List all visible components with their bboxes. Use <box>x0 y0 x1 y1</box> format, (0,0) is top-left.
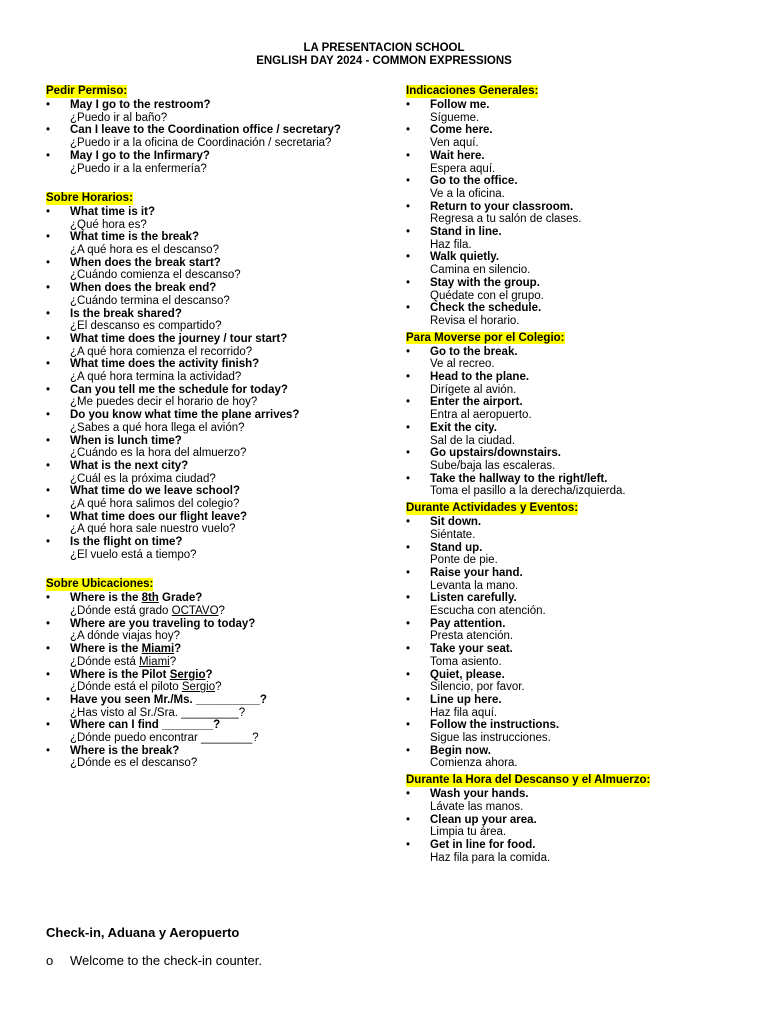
english-phrase: What time does the journey / tour start? <box>70 332 288 345</box>
spanish-translation: Sígueme. <box>430 111 480 124</box>
list-item <box>406 371 746 396</box>
spanish-translation: Revisa el horario. <box>430 314 520 327</box>
list-item <box>406 226 746 251</box>
spanish-translation <box>70 656 386 669</box>
english-phrase: What time is the break? <box>70 231 200 244</box>
list-item <box>406 839 746 864</box>
english-phrase: Come here. <box>430 124 493 137</box>
english-phrase: Go to the break. <box>430 345 518 358</box>
underlined-term: Sergio <box>169 668 206 681</box>
english-phrase: Return to your classroom. <box>430 200 574 213</box>
spanish-translation: Sube/baja las escaleras. <box>430 459 556 472</box>
english-phrase: Line up here. <box>430 693 502 706</box>
bullet-icon: • <box>406 200 411 213</box>
checkin-list-item <box>46 953 262 968</box>
spanish-translation: Escucha con atención. <box>430 605 546 618</box>
spanish-translation: Dirígete al avión. <box>430 383 517 396</box>
english-phrase: Check the schedule. <box>430 302 542 315</box>
hollow-bullet-icon: o <box>46 953 54 968</box>
list-item <box>46 384 386 409</box>
english-phrase: Is the break shared? <box>70 307 182 320</box>
spanish-translation: Quédate con el grupo. <box>430 289 544 302</box>
section-descanso-almuerzo <box>406 770 746 864</box>
list-item <box>46 435 386 460</box>
list-item <box>406 251 746 276</box>
phrase-text: Where is the <box>70 592 142 605</box>
bullet-icon: • <box>46 459 51 472</box>
english-phrase: Sit down. <box>430 516 482 529</box>
english-phrase <box>70 643 386 656</box>
bullet-icon: • <box>406 251 411 264</box>
english-phrase: Can you tell me the schedule for today? <box>70 383 288 396</box>
english-phrase: Clean up your area. <box>430 813 537 826</box>
spanish-translation: Haz fila. <box>430 238 472 251</box>
list-item <box>406 719 746 744</box>
spanish-translation: ¿Puedo ir a la oficina de Coordinación / secretaria? <box>70 137 332 150</box>
list-item <box>406 788 746 813</box>
spanish-translation: ¿Cuál es la próxima ciudad? <box>70 472 216 485</box>
spanish-translation <box>70 681 386 694</box>
bullet-icon: • <box>46 99 51 111</box>
bullet-icon: • <box>46 719 51 732</box>
section-sobre-ubicaciones <box>46 574 386 770</box>
list-item <box>406 542 746 567</box>
section-moverse-colegio <box>406 328 746 498</box>
list-item <box>46 409 386 434</box>
english-phrase: What time does the activity finish? <box>70 358 260 371</box>
english-phrase: What time do we leave school? <box>70 485 240 498</box>
list-item <box>406 694 746 719</box>
list-item <box>406 422 746 447</box>
bullet-icon: • <box>46 282 51 295</box>
list-item <box>406 302 746 327</box>
list-item <box>46 694 386 719</box>
english-phrase: Have you seen Mr./Ms. __________? <box>70 693 267 706</box>
list-item <box>406 396 746 421</box>
bullet-icon: • <box>46 510 51 523</box>
english-phrase: Raise your hand. <box>430 566 523 579</box>
spanish-translation: Entra al aeropuerto. <box>430 409 532 422</box>
bullet-icon: • <box>406 345 411 358</box>
spanish-translation: ¿A dónde viajas hoy? <box>70 630 180 643</box>
underlined-term: Miami <box>141 643 175 656</box>
bullet-icon: • <box>406 813 411 826</box>
spanish-translation: Limpia tu área. <box>430 826 507 839</box>
english-phrase: When does the break end? <box>70 282 217 295</box>
spanish-translation: Ve a la oficina. <box>430 187 505 200</box>
bullet-icon: • <box>406 175 411 188</box>
spanish-translation: ¿Cuándo es la hora del almuerzo? <box>70 447 247 460</box>
spanish-translation: Ve al recreo. <box>430 358 495 371</box>
list-item <box>46 618 386 643</box>
spanish-translation: ¿El descanso es compartido? <box>70 320 222 333</box>
bullet-icon: • <box>46 149 51 162</box>
english-phrase: Take your seat. <box>430 643 513 656</box>
bullet-icon: • <box>406 643 411 656</box>
spanish-translation: Espera aquí. <box>430 162 496 175</box>
english-phrase: When does the break start? <box>70 256 221 269</box>
english-phrase: What time is it? <box>70 205 155 218</box>
english-phrase: What is the next city? <box>70 459 189 472</box>
section-heading: Durante la Hora del Descanso y el Almuerzo: <box>406 774 651 787</box>
underlined-term: OCTAVO <box>171 604 219 617</box>
spanish-translation: ¿Puedo ir al baño? <box>70 111 168 124</box>
list-item <box>46 511 386 536</box>
bullet-icon: • <box>46 256 51 269</box>
underlined-term: Sergio <box>181 681 216 694</box>
english-phrase: Begin now. <box>430 744 491 757</box>
spanish-translation: Sigue las instrucciones. <box>430 732 551 745</box>
english-phrase <box>70 592 386 605</box>
spanish-translation: Sal de la ciudad. <box>430 434 516 447</box>
list-item <box>46 460 386 485</box>
phrase-text: ? <box>169 655 177 668</box>
spanish-translation: ¿Has visto al Sr./Sra. _________? <box>70 706 246 719</box>
list-item <box>406 643 746 668</box>
spanish-translation: ¿A qué hora termina la actividad? <box>70 371 242 384</box>
bullet-icon: • <box>406 838 411 851</box>
english-phrase: Stand up. <box>430 541 483 554</box>
bullet-icon: • <box>406 617 411 630</box>
bullet-icon: • <box>406 472 411 485</box>
list-item <box>406 592 746 617</box>
bullet-icon: • <box>46 693 51 706</box>
bullet-icon: • <box>46 434 51 447</box>
phrase-text: ? <box>205 668 213 681</box>
phrase-text: Grade? <box>158 592 203 605</box>
list-item <box>46 282 386 307</box>
spanish-translation: ¿El vuelo está a tiempo? <box>70 548 197 561</box>
spanish-translation: Ponte de pie. <box>430 554 498 567</box>
section-heading: Durante Actividades y Eventos: <box>406 502 579 515</box>
english-phrase: Listen carefully. <box>430 592 517 605</box>
spanish-translation: ¿Dónde es el descanso? <box>70 757 198 770</box>
spanish-translation: Camina en silencio. <box>430 264 531 277</box>
list-item <box>46 150 386 175</box>
spanish-translation: ¿Qué hora es? <box>70 218 147 231</box>
bullet-icon: • <box>406 226 411 239</box>
bullet-icon: • <box>406 693 411 706</box>
list-item <box>46 231 386 256</box>
bullet-icon: • <box>46 536 51 549</box>
english-phrase: Do you know what time the plane arrives? <box>70 409 300 422</box>
section-indicaciones-generales <box>406 81 746 328</box>
underlined-term: Miami <box>139 655 170 668</box>
english-phrase: Take the hallway to the right/left. <box>430 472 608 485</box>
bullet-icon: • <box>406 276 411 289</box>
english-phrase: Where is the break? <box>70 744 180 757</box>
english-phrase: Can I leave to the Coordination office / secretary? <box>70 124 341 137</box>
phrase-text: Where is the Pilot <box>70 668 170 681</box>
checkin-title: Check-in, Aduana y Aeropuerto <box>46 925 240 940</box>
list-item <box>406 447 746 472</box>
list-item <box>46 485 386 510</box>
bullet-icon: • <box>46 744 51 757</box>
section-heading: Indicaciones Generales: <box>406 85 539 97</box>
spanish-translation: ¿Puedo ir a la enfermería? <box>70 162 207 175</box>
bullet-icon: • <box>406 566 411 579</box>
english-phrase: Stay with the group. <box>430 276 540 289</box>
spanish-translation: Lávate las manos. <box>430 800 524 813</box>
spanish-translation: Silencio, por favor. <box>430 681 525 694</box>
list-item <box>46 719 386 744</box>
spanish-translation: ¿A qué hora es el descanso? <box>70 244 219 257</box>
bullet-icon: • <box>406 447 411 460</box>
section-heading: Pedir Permiso: <box>46 85 128 97</box>
english-phrase <box>70 669 386 682</box>
bullet-icon: • <box>46 383 51 396</box>
bullet-icon: • <box>46 643 51 656</box>
spanish-translation: Siéntate. <box>430 528 476 541</box>
spanish-translation: ¿Sabes a qué hora llega el avión? <box>70 421 245 434</box>
spanish-translation: Haz fila para la comida. <box>430 851 551 864</box>
english-phrase: May I go to the Infirmary? <box>70 149 210 162</box>
spanish-translation: ¿Me puedes decir el horario de hoy? <box>70 396 258 409</box>
spanish-translation: Toma asiento. <box>430 655 502 668</box>
phrase-text: ? <box>174 643 182 656</box>
spanish-translation: ¿A qué hora salimos del colegio? <box>70 498 240 511</box>
spanish-translation: Haz fila aquí. <box>430 706 498 719</box>
bullet-icon: • <box>46 485 51 498</box>
bullet-icon: • <box>406 541 411 554</box>
english-phrase: Walk quietly. <box>430 251 500 264</box>
phrase-text: ? <box>218 604 225 617</box>
english-phrase: Where are you traveling to today? <box>70 617 256 630</box>
list-item <box>406 277 746 302</box>
spanish-translation: Toma el pasillo a la derecha/izquierda. <box>430 485 626 498</box>
english-phrase: Pay attention. <box>430 617 506 630</box>
bullet-icon: • <box>46 205 51 218</box>
list-item <box>406 124 746 149</box>
spanish-translation: Levanta la mano. <box>430 579 519 592</box>
bullet-icon: • <box>46 124 51 137</box>
bullet-icon: • <box>406 592 411 605</box>
right-column <box>406 81 746 864</box>
english-phrase: Exit the city. <box>430 421 497 434</box>
spanish-translation: Regresa a tu salón de clases. <box>430 213 582 226</box>
bullet-icon: • <box>46 592 51 605</box>
phrase-text: Where is the <box>70 643 142 656</box>
list-item <box>406 175 746 200</box>
section-heading: Sobre Ubicaciones: <box>46 578 154 591</box>
bullet-icon: • <box>46 307 51 320</box>
list-item <box>46 669 386 694</box>
spanish-translation: ¿Dónde puedo encontrar ________? <box>70 732 259 745</box>
list-item <box>406 473 746 498</box>
english-phrase: Head to the plane. <box>430 371 530 384</box>
list-item <box>46 308 386 333</box>
list-item <box>46 333 386 358</box>
english-phrase: Quiet, please. <box>430 668 505 681</box>
bullet-icon: • <box>406 302 411 315</box>
spanish-translation: ¿Cuándo termina el descanso? <box>70 294 230 307</box>
list-item <box>406 516 746 541</box>
list-item <box>406 150 746 175</box>
bullet-icon: • <box>406 371 411 384</box>
list-item <box>46 99 386 124</box>
spanish-translation: ¿A qué hora sale nuestro vuelo? <box>70 523 236 536</box>
list-item <box>406 346 746 371</box>
english-phrase: Enter the airport. <box>430 396 523 409</box>
spanish-translation: Presta atención. <box>430 630 514 643</box>
left-column <box>46 81 386 770</box>
list-item <box>406 567 746 592</box>
bullet-icon: • <box>406 744 411 757</box>
list-item <box>46 206 386 231</box>
document-subtitle: ENGLISH DAY 2024 - COMMON EXPRESSIONS <box>256 55 512 67</box>
bullet-icon: • <box>406 668 411 681</box>
list-item <box>46 745 386 770</box>
bullet-icon: • <box>406 719 411 732</box>
checkin-item-text: Welcome to the check-in counter. <box>70 953 262 968</box>
list-item <box>406 669 746 694</box>
list-item <box>406 618 746 643</box>
list-item <box>406 745 746 770</box>
phrase-text: ¿Dónde está <box>70 655 140 668</box>
phrase-text: ¿Dónde está grado <box>70 604 172 617</box>
bullet-icon: • <box>406 149 411 162</box>
english-phrase: Stand in line. <box>430 226 502 239</box>
section-pedir-permiso <box>46 81 386 175</box>
list-item <box>46 536 386 561</box>
section-heading: Sobre Horarios: <box>46 191 133 204</box>
list-item <box>46 643 386 668</box>
section-actividades-eventos <box>406 498 746 770</box>
english-phrase: Go to the office. <box>430 175 518 188</box>
list-item <box>406 201 746 226</box>
list-item <box>46 257 386 282</box>
bullet-icon: • <box>46 617 51 630</box>
english-phrase: Follow the instructions. <box>430 719 560 732</box>
bullet-icon: • <box>46 358 51 371</box>
bullet-icon: • <box>406 516 411 529</box>
section-sobre-horarios <box>46 188 386 562</box>
spanish-translation: ¿Cuándo comienza el descanso? <box>70 269 241 282</box>
english-phrase: Where can I find ________? <box>70 719 221 732</box>
bullet-icon: • <box>406 396 411 409</box>
english-phrase: What time does our flight leave? <box>70 510 247 523</box>
spanish-translation: ¿A qué hora comienza el recorrido? <box>70 345 253 358</box>
phrase-text: ¿Dónde está el piloto <box>70 681 182 694</box>
english-phrase: Go upstairs/downstairs. <box>430 447 561 460</box>
english-phrase: Get in line for food. <box>430 838 536 851</box>
list-item <box>46 124 386 149</box>
list-item <box>406 814 746 839</box>
bullet-icon: • <box>46 668 51 681</box>
spanish-translation: Comienza ahora. <box>430 757 518 770</box>
list-item <box>46 358 386 383</box>
spanish-translation <box>70 605 386 618</box>
bullet-icon: • <box>46 332 51 345</box>
list-item <box>406 99 746 124</box>
bullet-icon: • <box>406 99 411 111</box>
english-phrase: Is the flight on time? <box>70 536 183 549</box>
section-heading: Para Moverse por el Colegio: <box>406 331 565 344</box>
english-phrase: When is lunch time? <box>70 434 182 447</box>
school-title: LA PRESENTACION SCHOOL <box>303 42 465 54</box>
english-phrase: Wait here. <box>430 149 485 162</box>
bullet-icon: • <box>406 788 411 801</box>
bullet-icon: • <box>406 124 411 137</box>
english-phrase: Follow me. <box>430 99 490 111</box>
phrase-text: ? <box>215 681 222 694</box>
bullet-icon: • <box>46 409 51 422</box>
bullet-icon: • <box>46 231 51 244</box>
english-phrase: May I go to the restroom? <box>70 99 211 111</box>
english-phrase: Wash your hands. <box>430 788 529 801</box>
bullet-icon: • <box>406 421 411 434</box>
list-item <box>46 592 386 617</box>
spanish-translation: Ven aquí. <box>430 137 479 150</box>
underlined-term: 8th <box>141 592 159 605</box>
